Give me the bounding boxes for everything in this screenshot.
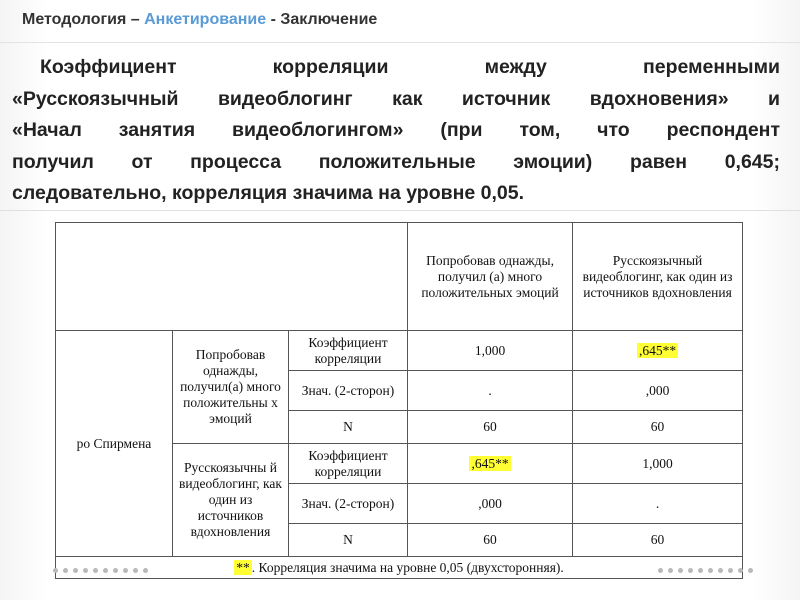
column-header: Русскоязычный видеоблогинг, как один из источников вдохновления [573,223,743,331]
decorative-dots-left [53,568,148,576]
value-cell [573,484,743,524]
paragraph-line: Коэффициент корреляции между переменными [40,56,780,78]
value-cell [408,524,573,557]
value-cell [573,411,743,444]
title-divider [0,42,800,43]
value-text: 60 [650,532,665,547]
stat-cell: Коэффициент корреляции [289,331,408,371]
value-text: ,000 [478,495,502,511]
footnote-text: . Корреляция значима на уровне 0,05 (двухсторонняя). [251,559,564,575]
paragraph-line: получил от процесса положительные эмоции) равен 0,645; [12,150,780,173]
empty-header-cell [56,223,408,331]
footnote-mark: ** [236,559,250,575]
conclusion-paragraph [12,52,780,210]
value-text: 60 [650,419,665,434]
value-text: . [655,495,660,511]
value-text: . [488,382,492,398]
table-row [56,331,743,371]
paragraph-line: «Русскоязычный видеоблогинг как источник вдохновения» и [12,87,780,110]
value-cell [408,444,573,484]
decorative-dots-right [658,568,753,576]
variable-cell: Попробовав однажды, получил(а) много положительны х эмоций [173,331,289,444]
slide-title [22,11,377,29]
section-divider [0,210,800,211]
stat-cell: Знач. (2-сторон) [289,484,408,524]
footnote-cell [56,557,743,579]
variable-cell: Русскоязычны й видеоблогинг, как один из источников вдохновления [173,444,289,557]
value-text: 1,000 [642,455,673,471]
value-cell [573,331,743,371]
table-header-row [56,223,743,331]
paragraph-line: следовательно, корреляция значима на уровне 0,05. [12,182,525,204]
value-text: 1,000 [474,342,506,358]
value-text: 60 [483,419,497,434]
stat-cell: Знач. (2-сторон) [289,371,408,411]
column-header: Попробовав однажды, получил (а) много положительных эмоций [408,223,573,331]
stat-cell: N [289,411,408,444]
stat-cell: Коэффициент корреляции [289,444,408,484]
title-part-1: Методология – [22,11,145,28]
title-part-3: - Заключение [266,11,378,28]
value-cell [573,371,743,411]
correlation-table [55,222,743,579]
value-cell [573,444,743,484]
method-cell: ро Спирмена [56,331,173,557]
value-cell [573,524,743,557]
value-cell [408,411,573,444]
footnote-row [56,557,743,579]
stat-cell: N [289,524,408,557]
value-cell [408,484,573,524]
value-text-highlighted: ,645** [638,342,677,358]
value-text: 60 [483,532,497,547]
value-text-highlighted: ,645** [471,455,509,471]
value-text: ,000 [645,382,670,398]
value-cell [408,371,573,411]
title-part-accent: Анкетирование [144,11,267,28]
paragraph-line: «Начал занятия видеоблогингом» (при том, что респондент [12,119,780,141]
value-cell [408,331,573,371]
